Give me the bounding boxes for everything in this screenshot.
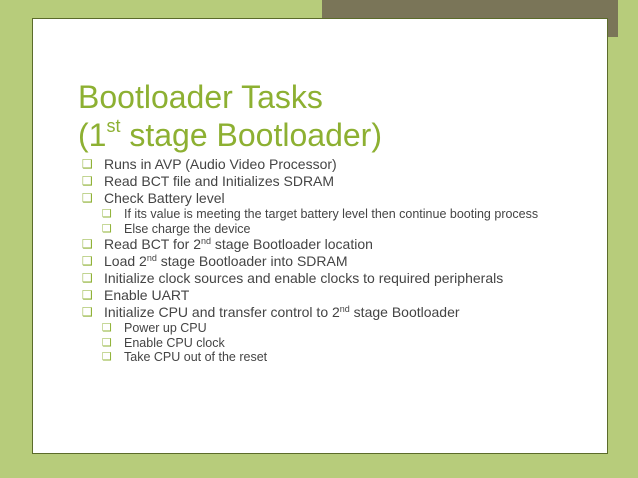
bullet-text: Read BCT file and Initializes SDRAM [104,173,335,189]
bullet-list [82,156,602,365]
title-line-1: Bootloader Tasks [78,79,323,115]
bullet-text: Runs in AVP (Audio Video Processor) [104,156,337,172]
square-bullet-icon: ❑ [82,157,93,171]
square-bullet-icon: ❑ [102,222,112,235]
bullet-text-end: stage Bootloader [349,304,460,320]
square-bullet-icon: ❑ [82,254,93,268]
sub-bullet-text: Power up CPU [124,321,207,335]
square-bullet-icon: ❑ [102,208,112,220]
square-bullet-icon: ❑ [102,322,112,334]
sub-bullet-text: Enable CPU clock [124,335,225,350]
square-bullet-icon: ❑ [82,237,93,251]
title-line-2-prefix: (1 [78,117,107,153]
bullet-item [82,190,602,207]
bullet-text: Enable UART [104,287,190,303]
bullet-item [82,304,602,321]
bullet-item [82,287,602,304]
sub-bullet-item [102,350,602,365]
square-bullet-icon: ❑ [102,351,112,363]
bullet-item [82,253,602,270]
sub-bullet-text: If its value is meeting the target battery level then continue booting process [124,207,539,221]
sub-bullet-item [102,207,602,222]
bullet-text-start: Initialize CPU and transfer control to 2 [104,304,340,320]
square-bullet-icon: ❑ [82,305,93,319]
sub-bullet-item [102,222,602,237]
square-bullet-icon: ❑ [102,336,112,349]
title-line-2-superscript: st [106,116,121,136]
bullet-text-end: stage Bootloader location [211,236,373,252]
title-line-2-suffix: stage Bootloader) [120,117,382,153]
square-bullet-icon: ❑ [82,191,93,205]
sub-bullet-text: Else charge the device [124,221,251,236]
bullet-text-start: Read BCT for 2 [104,236,202,252]
bullet-text-start: Load 2 [104,253,147,269]
bullet-item [82,173,602,190]
square-bullet-icon: ❑ [82,271,93,285]
square-bullet-icon: ❑ [82,288,93,302]
bullet-item [82,270,602,287]
bullet-text: Check Battery level [104,190,225,206]
bullet-text: Initialize clock sources and enable clocks to required peripherals [104,270,504,286]
bullet-item [82,156,602,173]
sub-bullet-text: Take CPU out of the reset [124,350,268,364]
bullet-text-end: stage Bootloader into SDRAM [156,253,348,269]
ordinal-superscript: nd [146,253,157,263]
slide-title [78,78,598,154]
bullet-item [82,236,602,253]
sub-bullet-item [102,336,602,351]
sub-bullet-item [102,321,602,336]
square-bullet-icon: ❑ [82,174,93,188]
ordinal-superscript: nd [201,236,212,246]
ordinal-superscript: nd [339,304,350,314]
